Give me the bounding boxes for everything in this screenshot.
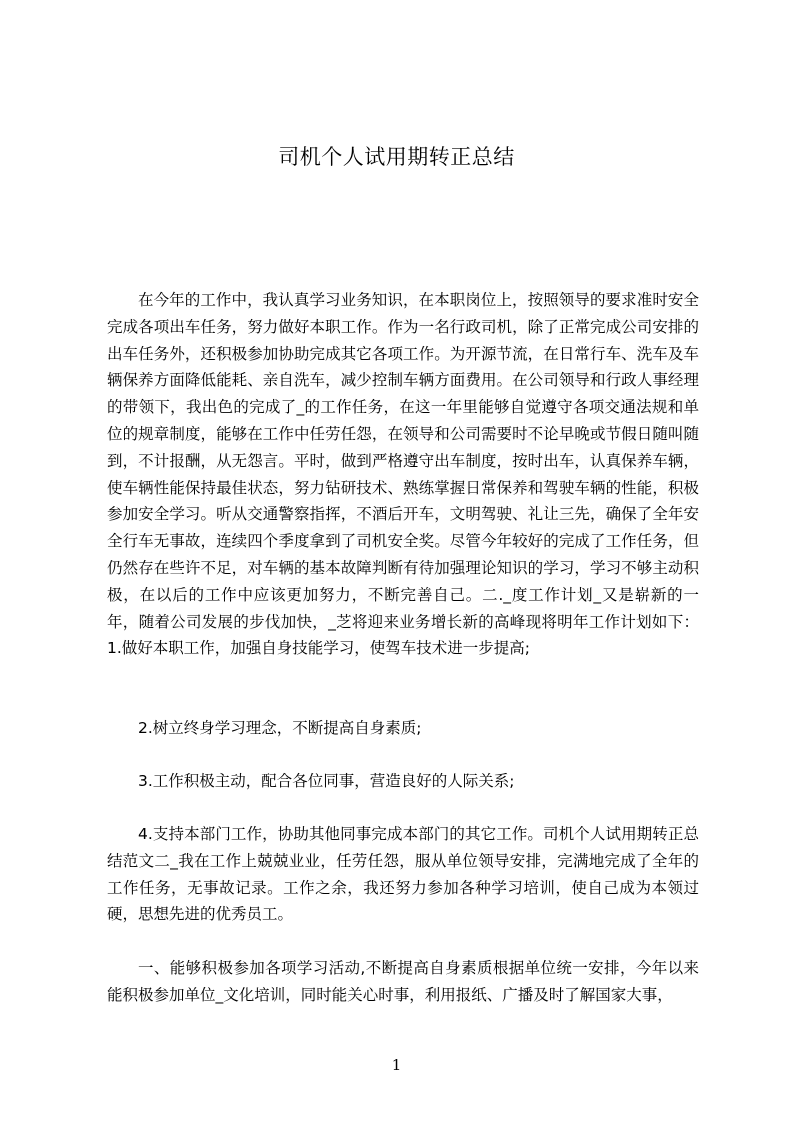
paragraph-plan-item-2: 2.树立终身学习理念，不断提高自身素质; [138,719,422,737]
paragraph-plan-item-4: 4.支持本部门工作，协助其他同事完成本部门的其它工作。司机个人试用期转正总结范文二_我在工作上兢兢业业，任劳任怨，服从单位领导安排，完满地完成了全年的工作任务，无事故记录。工作之余，我还努力参加各种学习培训，使自己成为本领过硬，思想先进的优秀员工。 [107,825,699,924]
page-number: 1 [391,1056,402,1074]
paragraph-work-summary: 在今年的工作中，我认真学习业务知识，在本职岗位上，按照领导的要求准时安全完成各项出车任务，努力做好本职工作。作为一名行政司机，除了正常完成公司安排的出车任务外，还积极参加协助完成其它各项工作。为开源节流，在日常行车、洗车及车辆保养方面降低能耗、亲自洗车，减少控制车辆方面费用。在公司领导和行政人事经理的带领下，我出色的完成了_的工作任务，在这一年里能够自觉遵守各项交通法规和单位的规章制度，能够在工作中任劳任怨，在领导和公司需要时不论早晚或节假日随叫随到，不计报酬，从无怨言。平时，做到严格遵守出车制度，按时出车，认真保养车辆，使车辆性能保持最佳状态，努力钻研技术、熟练掌握日常保养和驾驶车辆的性能，积极参加安全学习。听从交通警察指挥，不酒后开车，文明驾驶、礼让三先，确保了全年安全行车无事故，连续四个季度拿到了司机安全奖。尽管今年较好的完成了工作任务，但仍然存在些许不足，对车辆的基本故障判断有待加强理论知识的学习，学习不够主动积极，在以后的工作中应该更加努力，不断完善自己。二._度工作计划_又是崭新的一年，随着公司发展的步伐加快，_芝将迎来业务增长新的高峰现将明年工作计划如下：1.做好本职工作，加强自身技能学习，使驾车技术进一步提高; [107,291,699,658]
paragraph-study-activities: 一、能够积极参加各项学习活动,不断提高自身素质根据单位统一安排，今年以来能积极参加单位_文化培训，同时能关心时事，利用报纸、广播及时了解国家大事， [107,959,699,1004]
paragraph-plan-item-3: 3.工作积极主动，配合各位同事，营造良好的人际关系; [138,772,515,790]
document-title: 司机个人试用期转正总结 [278,145,515,169]
